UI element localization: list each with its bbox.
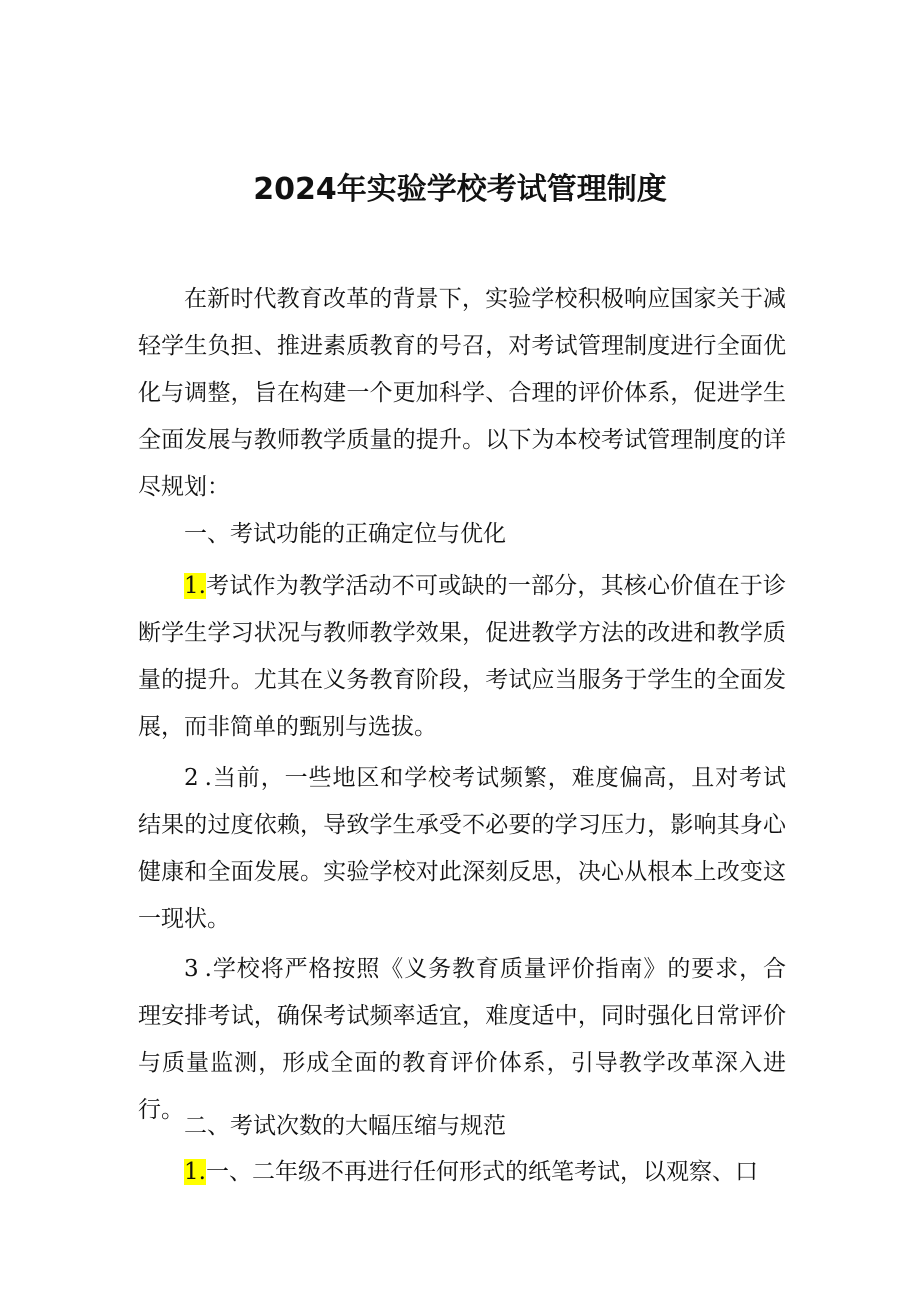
section-2-item-1: [138, 1149, 786, 1196]
item-number: 2: [184, 765, 199, 791]
item-text: 一、二年级不再进行任何形式的纸笔考试，以观察、口: [205, 1159, 758, 1185]
item-text: .学校将严格按照《义务教育质量评价指南》的要求，合理安排考试，确保考试频率适宜，难度适中，同时强化日常评价与质量监测，形成全面的教育评价体系，引导教学改革深入进行。: [138, 956, 786, 1123]
item-number: 3: [184, 956, 199, 982]
section-heading-1: 一、考试功能的正确定位与优化: [184, 521, 506, 547]
section-1-item-2: [138, 755, 786, 943]
item-text: 考试作为教学活动不可或缺的一部分，其核心价值在于诊断学生学习状况与教师教学效果，促进教学方法的改进和教学质量的提升。尤其在义务教育阶段，考试应当服务于学生的全面发展，而非简单的甄别与选拔。: [138, 573, 786, 740]
section-1-item-1: [138, 563, 786, 751]
document-title: 2024年实验学校考试管理制度: [253, 172, 667, 207]
item-text: .当前，一些地区和学校考试频繁，难度偏高，且对考试结果的过度依赖，导致学生承受不必要的学习压力，影响其身心健康和全面发展。实验学校对此深刻反思，决心从根本上改变这一现状。: [138, 765, 786, 932]
section-heading-2: 二、考试次数的大幅压缩与规范: [184, 1113, 506, 1139]
intro-paragraph: 在新时代教育改革的背景下，实验学校积极响应国家关于减轻学生负担、推进素质教育的号召，对考试管理制度进行全面优化与调整，旨在构建一个更加科学、合理的评价体系，促进学生全面发展与教师教学质量的提升。以下为本校考试管理制度的详尽规划：: [138, 286, 786, 500]
item-number-highlight: 1.: [184, 1159, 206, 1185]
item-number-highlight: 1.: [184, 573, 206, 599]
